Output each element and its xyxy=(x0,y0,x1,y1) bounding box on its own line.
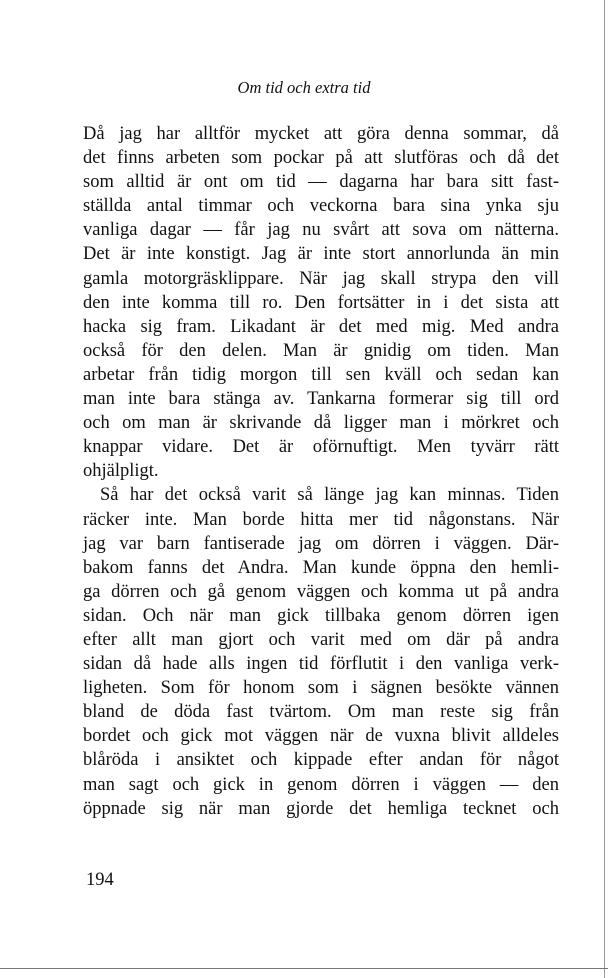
page-number: 194 xyxy=(86,870,114,890)
text-line: blåröda i ansiktet och kippade efter andan för något xyxy=(83,750,559,771)
paragraph-2 xyxy=(83,483,559,820)
text-line: man sagt och gick in genom dörren i väggen — den xyxy=(83,774,559,795)
text-line: sidan. Och när man gick tillbaka genom dörren igen xyxy=(83,605,559,626)
text-line: räcker inte. Man borde hitta mer tid någonstans. När xyxy=(83,509,559,530)
text-line: vanliga dagar — får jag nu svårt att sova om nätterna. xyxy=(83,220,559,241)
text-line: den inte komma till ro. Den fortsätter in i det sista att xyxy=(83,292,559,313)
text-line: som alltid är ont om tid — dagarna har bara sitt fast- xyxy=(83,172,559,193)
text-line: det finns arbeten som pockar på att slutföras och då det xyxy=(83,148,559,169)
text-line: bland de döda fast tvärtom. Om man reste sig från xyxy=(83,702,559,723)
text-line: också för den delen. Man är gnidig om tiden. Man xyxy=(83,340,559,361)
text-line: efter allt man gjort och varit med om där på andra xyxy=(83,629,559,650)
text-line: och om man är skrivande då ligger man i mörkret och xyxy=(83,413,559,434)
text-line: ga dörren och gå genom väggen och komma ut på andra xyxy=(83,581,559,602)
text-line: ligheten. Som för honom som i sägnen besökte vännen xyxy=(83,678,559,699)
page-edge-right xyxy=(604,0,605,978)
text-line: knappar vidare. Det är oförnuftigt. Men tyvärr rätt xyxy=(83,437,559,458)
text-line: sidan då hade alls ingen tid förflutit i den vanliga verk- xyxy=(83,654,559,675)
text-line: Då jag har alltför mycket att göra denna sommar, då xyxy=(83,124,559,144)
text-line: gamla motorgräsklippare. När jag skall strypa den vill xyxy=(83,268,559,289)
text-line: Det är inte konstigt. Jag är inte stort annorlunda än min xyxy=(83,244,559,265)
body-text xyxy=(83,122,559,821)
text-line: bordet och gick mot väggen när de vuxna blivit alldeles xyxy=(83,726,559,747)
running-head: Om tid och extra tid xyxy=(237,78,371,97)
text-line: bakom fanns det Andra. Man kunde öppna den hemli- xyxy=(83,557,559,578)
text-line: Så har det också varit så länge jag kan minnas. Tiden xyxy=(100,485,559,506)
page-edge-bottom xyxy=(0,968,608,969)
text-line: man inte bara stänga av. Tankarna formerar sig till ord xyxy=(83,389,559,410)
text-line: jag var barn fantiserade jag om dörren i väggen. Där- xyxy=(83,533,559,554)
text-line: ohjälpligt. xyxy=(83,461,159,482)
text-line: arbetar från tidig morgon till sen kväll och sedan kan xyxy=(83,364,559,385)
text-line: ställda antal timmar och veckorna bara sina ynka sju xyxy=(83,196,559,217)
text-line: öppnade sig när man gjorde det hemliga tecknet och xyxy=(83,798,559,819)
text-line: hacka sig fram. Likadant är det med mig. Med andra xyxy=(83,316,559,337)
paragraph-1 xyxy=(83,122,559,483)
